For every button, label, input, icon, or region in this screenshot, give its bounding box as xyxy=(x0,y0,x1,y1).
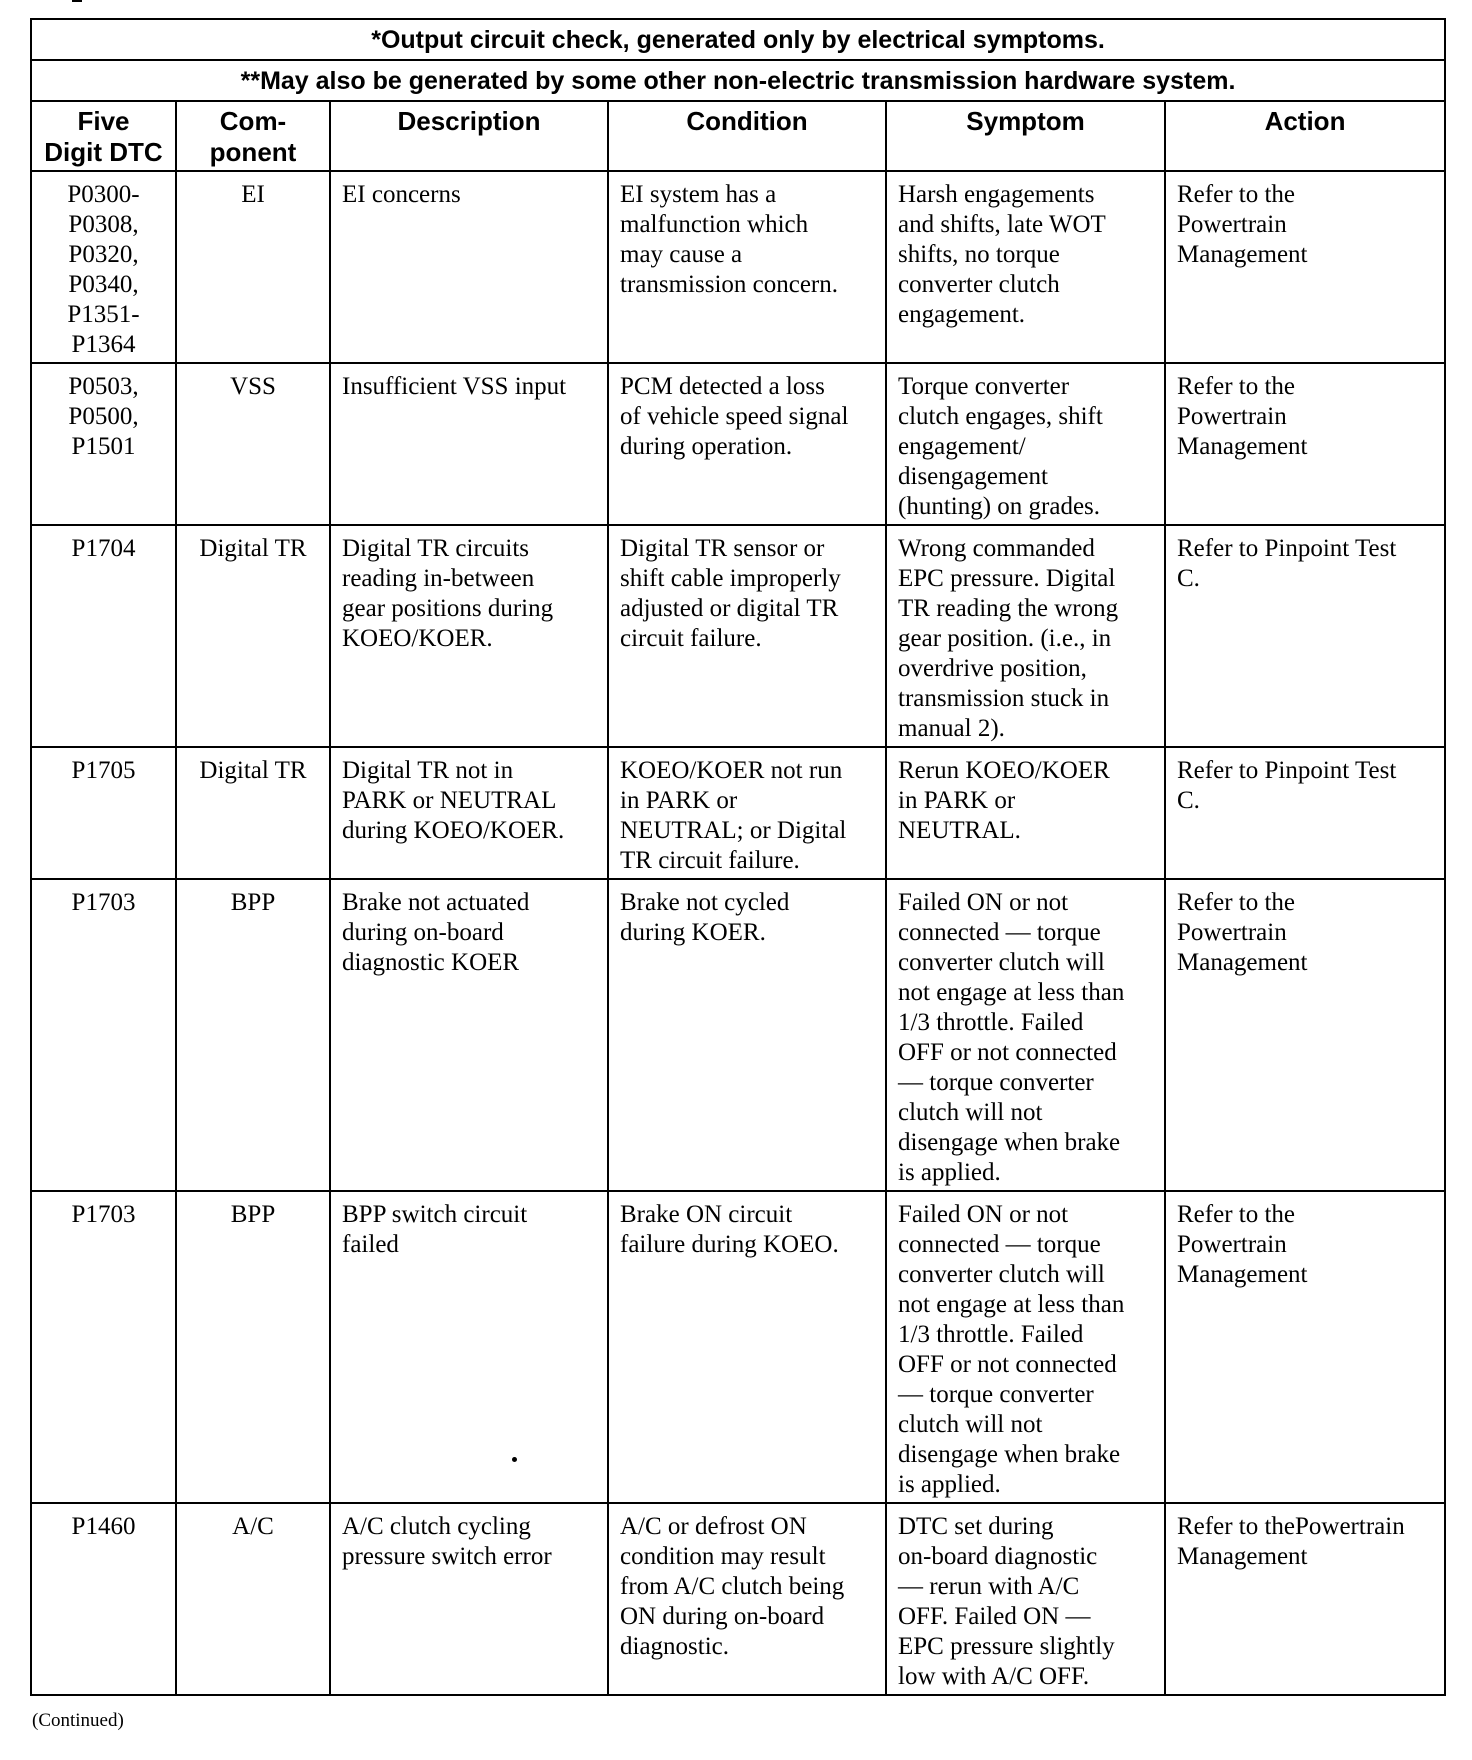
cell-line: failure during KOEO. xyxy=(620,1231,839,1258)
cell-line: low with A/C OFF. xyxy=(898,1663,1090,1690)
cell-line: Management xyxy=(1177,1261,1308,1288)
cell-dtc xyxy=(31,1191,176,1503)
cell-component: BPP xyxy=(176,879,330,1191)
cell-component: Digital TR xyxy=(176,747,330,879)
cell-line: Refer to the xyxy=(1177,889,1296,916)
cell-line: Management xyxy=(1177,241,1308,268)
cell-line: KOEO/KOER. xyxy=(342,625,493,652)
cell-line: clutch will not xyxy=(898,1411,1043,1438)
cell-line: gear position. (i.e., in xyxy=(898,625,1112,652)
banner-row-output-circuit xyxy=(31,19,1445,60)
cell-line: circuit failure. xyxy=(620,625,762,652)
cell-dtc xyxy=(31,747,176,879)
cell-line: clutch will not xyxy=(898,1099,1043,1126)
cell-line: on-board diagnostic xyxy=(898,1543,1098,1570)
cell-line: P0500, xyxy=(68,403,139,430)
cell-line: (hunting) on grades. xyxy=(898,493,1101,520)
cell-line: overdrive position, xyxy=(898,655,1087,682)
page-mark xyxy=(72,0,82,2)
cell-line: of vehicle speed signal xyxy=(620,403,849,430)
cell-line: P1703 xyxy=(71,1201,136,1228)
cell-dtc xyxy=(31,171,176,363)
cell-line: adjusted or digital TR xyxy=(620,595,839,622)
cell-line: engagement/ xyxy=(898,433,1026,460)
cell-line: during on-board xyxy=(342,919,504,946)
cell-line: converter clutch will xyxy=(898,949,1105,976)
cell-line: shifts, no torque xyxy=(898,241,1060,268)
cell-line: Powertrain xyxy=(1177,1231,1287,1258)
cell-component: EI xyxy=(176,171,330,363)
cell-line: — torque converter xyxy=(898,1381,1094,1408)
cell-line: engagement. xyxy=(898,301,1026,328)
dtc-table xyxy=(30,18,1446,1696)
cell-line: ON during on-board xyxy=(620,1603,825,1630)
cell-line: in PARK or xyxy=(898,787,1016,814)
cell-line: Wrong commanded xyxy=(898,535,1095,562)
cell-line: P0340, xyxy=(68,271,139,298)
cell-line: Digital TR not in xyxy=(342,757,514,784)
cell-line: P1460 xyxy=(71,1513,136,1540)
cell-line: TR reading the wrong xyxy=(898,595,1119,622)
cell-line: NEUTRAL; or Digital xyxy=(620,817,847,844)
cell-symptom xyxy=(886,171,1165,363)
banner-output-circuit: *Output circuit check, generated only by electrical symptoms. xyxy=(31,19,1445,60)
cell-line: P1704 xyxy=(71,535,136,562)
table-row xyxy=(31,171,1445,363)
cell-line: TR circuit failure. xyxy=(620,847,800,874)
table-row xyxy=(31,363,1445,525)
cell-line: may cause a xyxy=(620,241,743,268)
cell-line: P1705 xyxy=(71,757,136,784)
cell-line: during KOEO/KOER. xyxy=(342,817,565,844)
cell-line: malfunction which xyxy=(620,211,809,238)
cell-line: condition may result xyxy=(620,1543,826,1570)
continued-footnote: (Continued) xyxy=(32,1710,124,1731)
cell-description xyxy=(330,363,608,525)
cell-line: during KOER. xyxy=(620,919,766,946)
table-row xyxy=(31,1503,1445,1695)
column-header-row xyxy=(31,101,1445,171)
cell-condition xyxy=(608,1503,886,1695)
cell-line: disengagement xyxy=(898,463,1048,490)
cell-line: converter clutch will xyxy=(898,1261,1105,1288)
cell-line: disengage when brake xyxy=(898,1441,1121,1468)
cell-line: Powertrain xyxy=(1177,211,1287,238)
cell-line: pressure switch error xyxy=(342,1543,552,1570)
cell-line: P0503, xyxy=(68,373,139,400)
table-row xyxy=(31,525,1445,747)
cell-line: transmission stuck in xyxy=(898,685,1110,712)
cell-line: connected — torque xyxy=(898,919,1101,946)
cell-line: P1351- xyxy=(67,301,140,328)
cell-action xyxy=(1165,1503,1445,1695)
cell-line: Refer to the xyxy=(1177,1201,1296,1228)
cell-line: diagnostic KOER xyxy=(342,949,520,976)
cell-line: Refer to Pinpoint Test xyxy=(1177,757,1397,784)
cell-line: Refer to thePowertrain xyxy=(1177,1513,1405,1540)
cell-line: Powertrain xyxy=(1177,919,1287,946)
table-row xyxy=(31,1191,1445,1503)
cell-symptom xyxy=(886,363,1165,525)
cell-line: OFF. Failed ON — xyxy=(898,1603,1091,1630)
cell-line: P0300- xyxy=(67,181,140,208)
cell-component: BPP xyxy=(176,1191,330,1503)
dtc-table-body xyxy=(31,171,1445,1695)
cell-line: and shifts, late WOT xyxy=(898,211,1106,238)
banner-row-non-electric xyxy=(31,60,1445,101)
cell-condition xyxy=(608,171,886,363)
cell-symptom xyxy=(886,747,1165,879)
cell-line: shift cable improperly xyxy=(620,565,841,592)
cell-line: A/C clutch cycling xyxy=(342,1513,531,1540)
cell-line: Powertrain xyxy=(1177,403,1287,430)
cell-line: Refer to Pinpoint Test xyxy=(1177,535,1397,562)
cell-line: during operation. xyxy=(620,433,793,460)
banner-non-electric: **May also be generated by some other non-electric transmission hardware system. xyxy=(31,60,1445,101)
cell-line: is applied. xyxy=(898,1471,1001,1498)
cell-line: converter clutch xyxy=(898,271,1060,298)
stray-dot xyxy=(512,1457,517,1462)
cell-line: C. xyxy=(1177,787,1200,814)
cell-line: Failed ON or not xyxy=(898,889,1069,916)
cell-component: Digital TR xyxy=(176,525,330,747)
cell-line: disengage when brake xyxy=(898,1129,1121,1156)
cell-line: clutch engages, shift xyxy=(898,403,1103,430)
cell-action xyxy=(1165,363,1445,525)
cell-line: P1364 xyxy=(71,331,136,358)
column-header-description: Description xyxy=(330,101,608,171)
cell-line: Digital TR sensor or xyxy=(620,535,825,562)
cell-line: P0308, xyxy=(68,211,139,238)
cell-action xyxy=(1165,879,1445,1191)
cell-line: is applied. xyxy=(898,1159,1001,1186)
cell-line: Refer to the xyxy=(1177,181,1296,208)
cell-line: EI concerns xyxy=(342,181,461,208)
cell-line: transmission concern. xyxy=(620,271,839,298)
cell-line: from A/C clutch being xyxy=(620,1573,845,1600)
cell-line: not engage at less than xyxy=(898,979,1125,1006)
cell-line: Brake not cycled xyxy=(620,889,790,916)
cell-condition xyxy=(608,1191,886,1503)
cell-dtc xyxy=(31,1503,176,1695)
cell-line: 1/3 throttle. Failed xyxy=(898,1009,1084,1036)
cell-action xyxy=(1165,1191,1445,1503)
cell-symptom xyxy=(886,1191,1165,1503)
cell-component: VSS xyxy=(176,363,330,525)
cell-line: EI system has a xyxy=(620,181,777,208)
cell-line: Brake not actuated xyxy=(342,889,530,916)
column-header-dtc: Five Digit DTC xyxy=(31,101,176,171)
cell-symptom xyxy=(886,879,1165,1191)
table-row xyxy=(31,747,1445,879)
cell-line: PARK or NEUTRAL xyxy=(342,787,557,814)
cell-description xyxy=(330,1191,608,1503)
cell-condition xyxy=(608,363,886,525)
cell-line: Management xyxy=(1177,1543,1308,1570)
cell-component: A/C xyxy=(176,1503,330,1695)
cell-line: C. xyxy=(1177,565,1200,592)
column-header-component: Com- ponent xyxy=(176,101,330,171)
cell-line: NEUTRAL. xyxy=(898,817,1021,844)
cell-line: P1703 xyxy=(71,889,136,916)
cell-line: — rerun with A/C xyxy=(898,1573,1080,1600)
cell-line: BPP switch circuit xyxy=(342,1201,528,1228)
cell-line: OFF or not connected xyxy=(898,1039,1117,1066)
cell-line: reading in-between xyxy=(342,565,535,592)
cell-description xyxy=(330,1503,608,1695)
cell-description xyxy=(330,525,608,747)
cell-line: in PARK or xyxy=(620,787,738,814)
cell-condition xyxy=(608,879,886,1191)
cell-line: diagnostic. xyxy=(620,1633,730,1660)
cell-dtc xyxy=(31,879,176,1191)
cell-line: connected — torque xyxy=(898,1231,1101,1258)
cell-description xyxy=(330,879,608,1191)
cell-line: A/C or defrost ON xyxy=(620,1513,807,1540)
cell-line: Harsh engagements xyxy=(898,181,1095,208)
cell-action xyxy=(1165,171,1445,363)
cell-line: manual 2). xyxy=(898,715,1005,742)
cell-line: P0320, xyxy=(68,241,139,268)
cell-line: EPC pressure slightly xyxy=(898,1633,1115,1660)
table-row xyxy=(31,879,1445,1191)
cell-condition xyxy=(608,747,886,879)
cell-line: Torque converter xyxy=(898,373,1070,400)
cell-line: KOEO/KOER not run xyxy=(620,757,843,784)
cell-line: Management xyxy=(1177,949,1308,976)
cell-line: OFF or not connected xyxy=(898,1351,1117,1378)
cell-line: PCM detected a loss xyxy=(620,373,825,400)
cell-line: EPC pressure. Digital xyxy=(898,565,1116,592)
cell-line: gear positions during xyxy=(342,595,554,622)
column-header-action: Action xyxy=(1165,101,1445,171)
cell-line: failed xyxy=(342,1231,399,1258)
cell-line: 1/3 throttle. Failed xyxy=(898,1321,1084,1348)
cell-symptom xyxy=(886,1503,1165,1695)
cell-action xyxy=(1165,525,1445,747)
cell-action xyxy=(1165,747,1445,879)
cell-line: not engage at less than xyxy=(898,1291,1125,1318)
cell-dtc xyxy=(31,525,176,747)
cell-line: Refer to the xyxy=(1177,373,1296,400)
cell-dtc xyxy=(31,363,176,525)
cell-line: Rerun KOEO/KOER xyxy=(898,757,1110,784)
cell-description xyxy=(330,171,608,363)
cell-line: P1501 xyxy=(71,433,136,460)
cell-line: Management xyxy=(1177,433,1308,460)
column-header-condition: Condition xyxy=(608,101,886,171)
cell-description xyxy=(330,747,608,879)
cell-line: Brake ON circuit xyxy=(620,1201,793,1228)
cell-line: — torque converter xyxy=(898,1069,1094,1096)
cell-symptom xyxy=(886,525,1165,747)
cell-condition xyxy=(608,525,886,747)
cell-line: DTC set during xyxy=(898,1513,1054,1540)
cell-line: Failed ON or not xyxy=(898,1201,1069,1228)
cell-line: Digital TR circuits xyxy=(342,535,530,562)
cell-line: Insufficient VSS input xyxy=(342,373,567,400)
column-header-symptom: Symptom xyxy=(886,101,1165,171)
